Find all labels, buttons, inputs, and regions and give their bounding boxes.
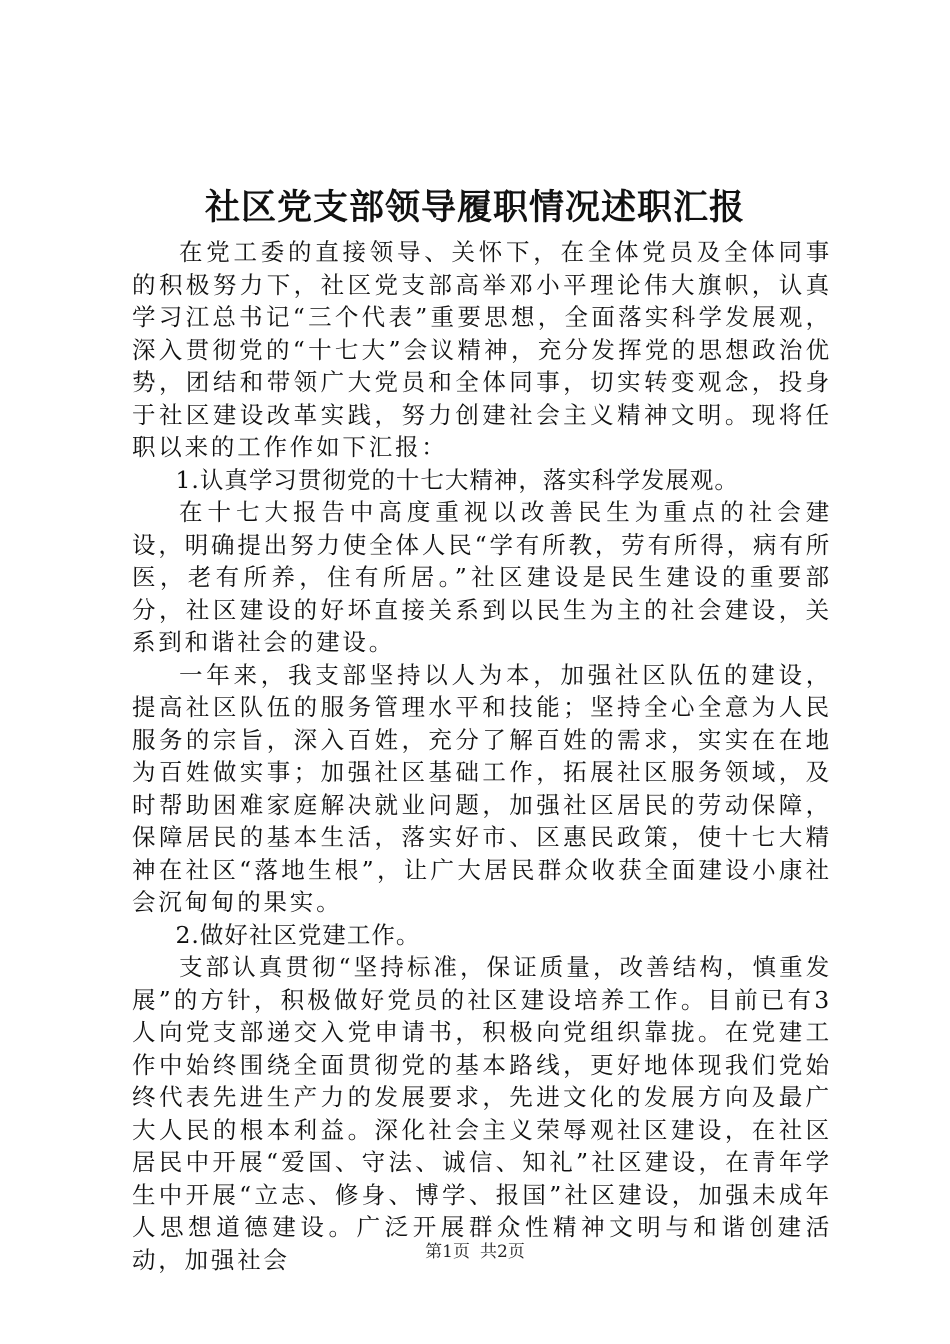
document-body xyxy=(132,236,832,1276)
page-footer xyxy=(0,1240,950,1264)
document-title: 社区党支部领导履职情况述职汇报 xyxy=(204,187,745,228)
paragraph-section1-b: 一年来，我支部坚持以人为本，加强社区队伍的建设，提高社区队伍的服务管理水平和技能；坚持全心全意为人民服务的宗旨，深入百姓，充分了解百姓的需求，实实在在地为百姓做实事；加强社区基础工作，拓展社区服务领域，及时帮助困难家庭解决就业问题，加强社区居民的劳动保障，保障居民的基本生活，落实好市、区惠民政策，使十七大精神在社区“落地生根”，让广大居民群众收获全面建设小康社会沉甸甸的果实。 xyxy=(132,660,832,916)
section-heading-1: 1.认真学习贯彻党的十七大精神，落实科学发展观。 xyxy=(175,465,739,494)
paragraph-section1-a: 在十七大报告中高度重视以改善民生为重点的社会建设，明确提出努力使全体人民“学有所教，劳有所得，病有所医，老有所养，住有所居。”社区建设是民生建设的重要部分，社区建设的好坏直接关系到以民生为主的社会建设，关系到和谐社会的建设。 xyxy=(132,498,832,656)
page-number: 第1页 xyxy=(425,1242,470,1262)
paragraph-section2-a: 支部认真贯彻“坚持标准，保证质量，改善结构，慎重发展”的方针，积极做好党员的社区建设培养工作。目前已有3人向党支部递交入党申请书，积极向党组织靠拢。在党建工作中始终围绕全面贯彻党的基本路线，更好地体现我们党始终代表先进生产力的发展要求，先进文化的发展方向及最广大人民的根本利益。深化社会主义荣辱观社区建设，在社区居民中开展“爱国、守法、诚信、知礼”社区建设，在青年学生中开展“立志、修身、博学、报国”社区建设，加强未成年人思想道德建设。广泛开展群众性精神文明与和谐创建活动，加强社会 xyxy=(132,953,832,1274)
paragraph-intro: 在党工委的直接领导、关怀下，在全体党员及全体同事的积极努力下，社区党支部高举邓小平理论伟大旗帜，认真学习江总书记“三个代表”重要思想，全面落实科学发展观，深入贯彻党的“十七大”会议精神，充分发挥党的思想政治优势，团结和带领广大党员和全体同事，切实转变观念，投身于社区建设改革实践，努力创建社会主义精神文明。现将任职以来的工作作如下汇报： xyxy=(132,238,832,461)
page-total: 共2页 xyxy=(480,1242,525,1262)
section-heading-2: 2.做好社区党建工作。 xyxy=(175,920,421,949)
